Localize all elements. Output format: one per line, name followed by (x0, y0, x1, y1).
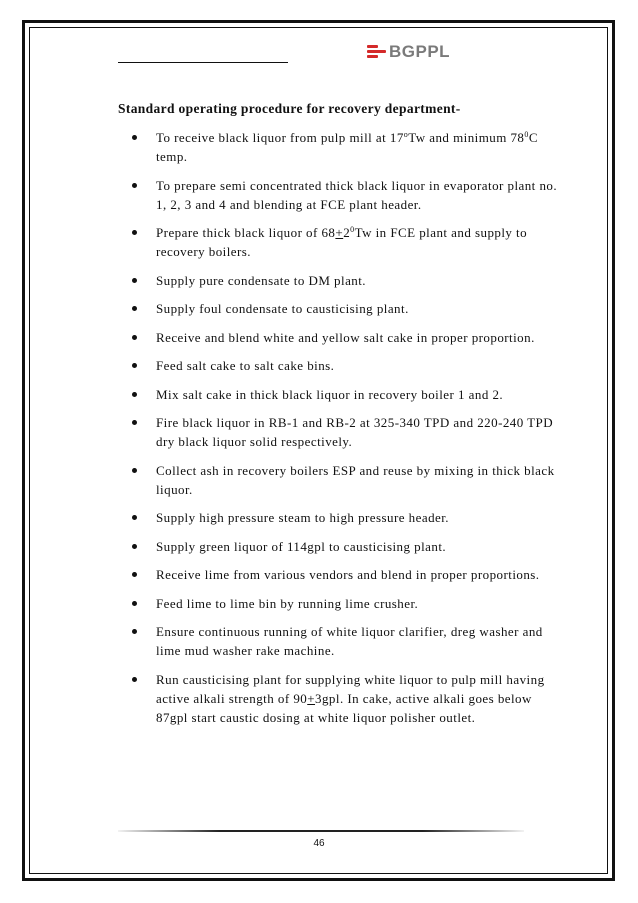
list-item: Prepare thick black liquor of $68+2^0Tw$ in FCE plant and supply to recovery boilers. (126, 223, 566, 261)
list-item: To prepare semi concentrated thick black liquor in evaporator plant no. 1, 2, 3 and 4 and blending at FCE plant header. (126, 176, 566, 214)
bullet-icon (132, 306, 137, 311)
logo-text: BGPPL (389, 42, 451, 61)
footer-rule (118, 830, 524, 832)
logo-mark-icon (367, 45, 386, 59)
procedure-list (126, 128, 566, 736)
bullet-icon (132, 420, 137, 425)
list-item: Supply foul condensate to causticising plant. (126, 299, 566, 318)
header-rule (118, 62, 288, 63)
bullet-icon (132, 515, 137, 520)
page-title: Standard operating procedure for recovery department- (118, 101, 461, 116)
bullet-icon (132, 230, 137, 235)
bullet-icon (132, 363, 137, 368)
list-item: Feed lime to lime bin by running lime crusher. (126, 594, 566, 613)
list-item: Mix salt cake in thick black liquor in recovery boiler 1 and 2. (126, 385, 566, 404)
bullet-icon (132, 335, 137, 340)
bullet-icon (132, 278, 137, 283)
list-item: Feed salt cake to salt cake bins. (126, 356, 566, 375)
list-item: Receive lime from various vendors and blend in proper proportions. (126, 565, 566, 584)
bullet-icon (132, 677, 137, 682)
list-item: Ensure continuous running of white liquor clarifier, dreg washer and lime mud washer rake machine. (126, 622, 566, 660)
list-item: Receive and blend white and yellow salt cake in proper proportion. (126, 328, 566, 347)
bullet-icon (132, 544, 137, 549)
company-logo (367, 42, 450, 62)
bullet-icon (132, 572, 137, 577)
bullet-icon (132, 183, 137, 188)
list-item: Supply green liquor of 114gpl to causticising plant. (126, 537, 566, 556)
list-item: Collect ash in recovery boilers ESP and reuse by mixing in thick black liquor. (126, 461, 566, 499)
bullet-icon (132, 468, 137, 473)
bullet-icon (132, 135, 137, 140)
bullet-icon (132, 629, 137, 634)
list-item: Run causticising plant for supplying white liquor to pulp mill having active alkali strength of 90+3gpl. In cake, active alkali goes below 87gpl start caustic dosing at white liquor polisher outlet. (126, 670, 566, 727)
list-item: Supply pure condensate to DM plant. (126, 271, 566, 290)
bullet-icon (132, 601, 137, 606)
list-item: Fire black liquor in RB-1 and RB-2 at 325-340 TPD and 220-240 TPD dry black liquor solid respectively. (126, 413, 566, 451)
page-number: 46 (313, 838, 325, 849)
list-item: To receive black liquor from pulp mill at 17$^o$Tw and minimum $78^0C$ temp. (126, 128, 566, 166)
bullet-icon (132, 392, 137, 397)
list-item: Supply high pressure steam to high pressure header. (126, 508, 566, 527)
